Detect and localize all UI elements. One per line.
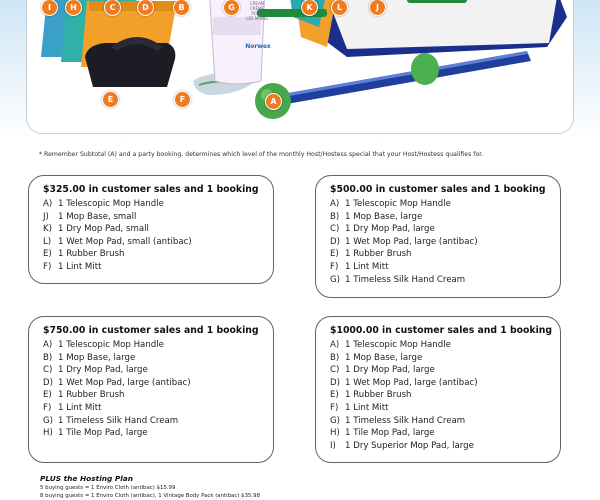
- list-item: K) 1 Dry Mop Pad, small: [43, 224, 149, 235]
- cream-label: CREAM CRÈME POUR LES MAINS: [246, 1, 268, 21]
- list-item: F) 1 Lint Mitt: [43, 261, 102, 272]
- list-item: L) 1 Wet Mop Pad, small (antibac): [43, 236, 192, 247]
- handle-grip: [411, 53, 439, 85]
- list-item: A) 1 Telescopic Mop Handle: [330, 340, 451, 350]
- level-item-list: [330, 198, 560, 286]
- marker-l: L: [331, 0, 348, 16]
- list-item: C) 1 Dry Mop Pad, large: [330, 224, 435, 235]
- marker-b: B: [173, 0, 190, 16]
- list-item: C) 1 Dry Mop Pad, large: [330, 365, 435, 376]
- marker-i: I: [41, 0, 58, 16]
- list-item: I) 1 Dry Superior Mop Pad, large: [330, 440, 474, 451]
- list-item: E) 1 Rubber Brush: [330, 390, 412, 401]
- list-item: A) 1 Telescopic Mop Handle: [330, 199, 451, 209]
- list-item: G) 1 Timeless Silk Hand Cream: [330, 415, 466, 426]
- marker-d: D: [137, 0, 154, 16]
- list-item: B) 1 Mop Base, large: [330, 352, 423, 363]
- marker-j: J: [369, 0, 386, 16]
- list-item: F) 1 Lint Mitt: [43, 402, 102, 413]
- list-item: F) 1 Lint Mitt: [330, 261, 389, 272]
- list-item: D) 1 Wet Mop Pad, large (antibac): [330, 236, 478, 247]
- cream-brand: Norwex: [245, 43, 271, 50]
- rubber-brush: [85, 43, 175, 87]
- mop-kit-illustration: [27, 0, 574, 134]
- level-box-500: [315, 175, 561, 298]
- marker-c: C: [104, 0, 121, 16]
- list-item: H) 1 Tile Mop Pad, large: [330, 428, 435, 439]
- list-item: E) 1 Rubber Brush: [330, 249, 412, 260]
- footnote: * Remember Subtotal (A) and a party booking, determines which level of the monthly Host/Hostess special that your Host/Hostess qualifies for.: [39, 151, 484, 158]
- list-item: A) 1 Telescopic Mop Handle: [43, 340, 164, 350]
- list-item: E) 1 Rubber Brush: [43, 390, 125, 401]
- level-item-list: [330, 339, 560, 452]
- level-box-750: [28, 316, 274, 463]
- level-box-325: [28, 175, 274, 284]
- list-item: A) 1 Telescopic Mop Handle: [43, 199, 164, 209]
- level-title: $325.00 in customer sales and 1 booking: [43, 184, 259, 195]
- list-item: E) 1 Rubber Brush: [43, 249, 125, 260]
- hosting-plan-line: 8 buying guests = 1 Enviro Cloth (antibac), 1 Vintage Body Pack (antibac) $35.98: [40, 493, 260, 499]
- list-item: D) 1 Wet Mop Pad, large (antibac): [330, 377, 478, 388]
- level-title: $1000.00 in customer sales and 1 booking: [330, 325, 553, 336]
- level-box-1000: [315, 316, 561, 463]
- level-title: $750.00 in customer sales and 1 booking: [43, 325, 259, 336]
- hosting-plan-title: PLUS the Hosting Plan: [40, 474, 134, 483]
- marker-g: G: [223, 0, 240, 16]
- list-item: G) 1 Timeless Silk Hand Cream: [330, 274, 466, 285]
- product-image: [26, 0, 574, 134]
- marker-e: E: [102, 91, 119, 108]
- marker-f: F: [174, 91, 191, 108]
- list-item: H) 1 Tile Mop Pad, large: [43, 428, 148, 439]
- list-item: G) 1 Timeless Silk Hand Cream: [43, 415, 179, 426]
- level-item-list: [43, 339, 273, 440]
- list-item: D) 1 Wet Mop Pad, large (antibac): [43, 377, 191, 388]
- level-title: $500.00 in customer sales and 1 booking: [330, 184, 546, 195]
- list-item: F) 1 Lint Mitt: [330, 402, 389, 413]
- hosting-plan-line: 5 buying guests = 1 Enviro Cloth (antibac) $15.99: [40, 485, 176, 491]
- list-item: B) 1 Mop Base, large: [43, 352, 136, 363]
- list-item: B) 1 Mop Base, large: [330, 211, 423, 222]
- marker-h: H: [65, 0, 82, 16]
- marker-k: K: [301, 0, 318, 16]
- list-item: J) 1 Mop Base, small: [43, 211, 137, 222]
- list-item: C) 1 Dry Mop Pad, large: [43, 365, 148, 376]
- level-item-list: [43, 198, 273, 274]
- marker-a: A: [265, 93, 282, 110]
